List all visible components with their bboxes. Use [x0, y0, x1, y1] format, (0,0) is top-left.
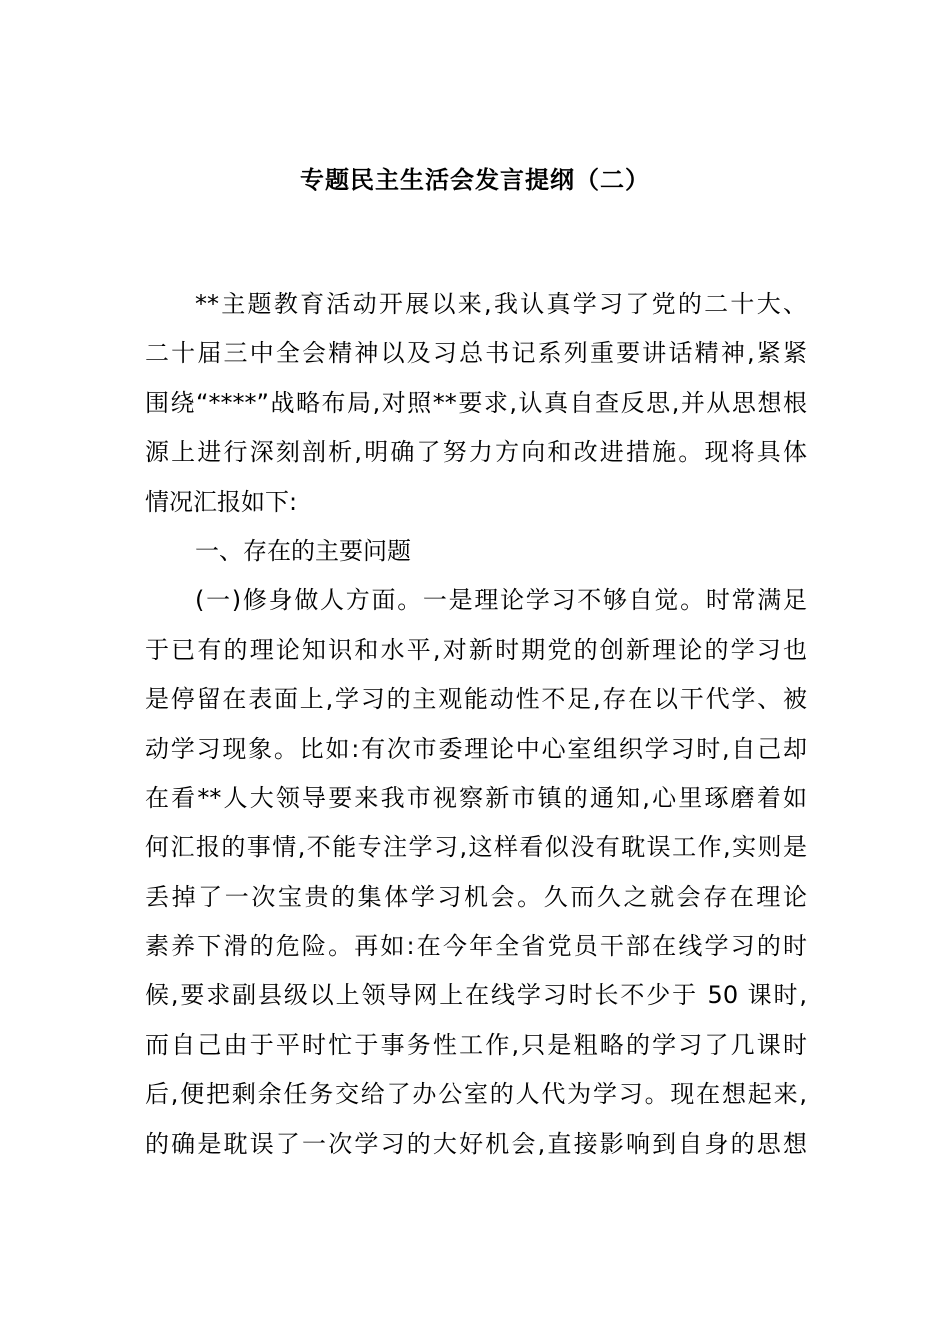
paragraph-line: 候,要求副县级以上领导网上在线学习时长不少于 50 课时, — [145, 981, 807, 1010]
paragraph-line: 后,便把剩余任务交给了办公室的人代为学习。现在想起来, — [145, 1080, 807, 1109]
paragraph-line: 的确是耽误了一次学习的大好机会,直接影响到自身的思想 — [145, 1129, 807, 1158]
section-heading: 一、存在的主要问题 — [195, 536, 411, 565]
paragraph-line: 何汇报的事情,不能专注学习,这样看似没有耽误工作,实则是 — [145, 833, 807, 862]
paragraph-line: 素养下滑的危险。再如:在今年全省党员干部在线学习的时 — [145, 932, 807, 961]
paragraph-line: (一)修身做人方面。一是理论学习不够自觉。时常满足 — [195, 586, 807, 615]
paragraph-line: **主题教育活动开展以来,我认真学习了党的二十大、 — [195, 290, 807, 318]
paragraph-line: 在看**人大领导要来我市视察新市镇的通知,心里琢磨着如 — [145, 783, 807, 812]
paragraph-line: 是停留在表面上,学习的主观能动性不足,存在以干代学、被 — [145, 685, 807, 714]
paragraph-line: 源上进行深刻剖析,明确了努力方向和改进措施。现将具体 — [145, 438, 807, 467]
paragraph-line: 围绕“****”战略布局,对照**要求,认真自查反思,并从思想根 — [145, 388, 807, 417]
paragraph-line: 而自己由于平时忙于事务性工作,只是粗略的学习了几课时 — [145, 1030, 807, 1059]
document-title: 专题民主生活会发言提纲（二） — [300, 166, 650, 194]
paragraph-line: 于已有的理论知识和水平,对新时期党的创新理论的学习也 — [145, 635, 807, 664]
paragraph-line: 动学习现象。比如:有次市委理论中心室组织学习时,自己却 — [145, 734, 807, 763]
document-body — [145, 280, 807, 1169]
paragraph-line: 丢掉了一次宝贵的集体学习机会。久而久之就会存在理论 — [145, 882, 807, 911]
paragraph-line: 情况汇报如下: — [145, 487, 298, 516]
paragraph-line: 二十届三中全会精神以及习总书记系列重要讲话精神,紧紧 — [145, 339, 807, 368]
